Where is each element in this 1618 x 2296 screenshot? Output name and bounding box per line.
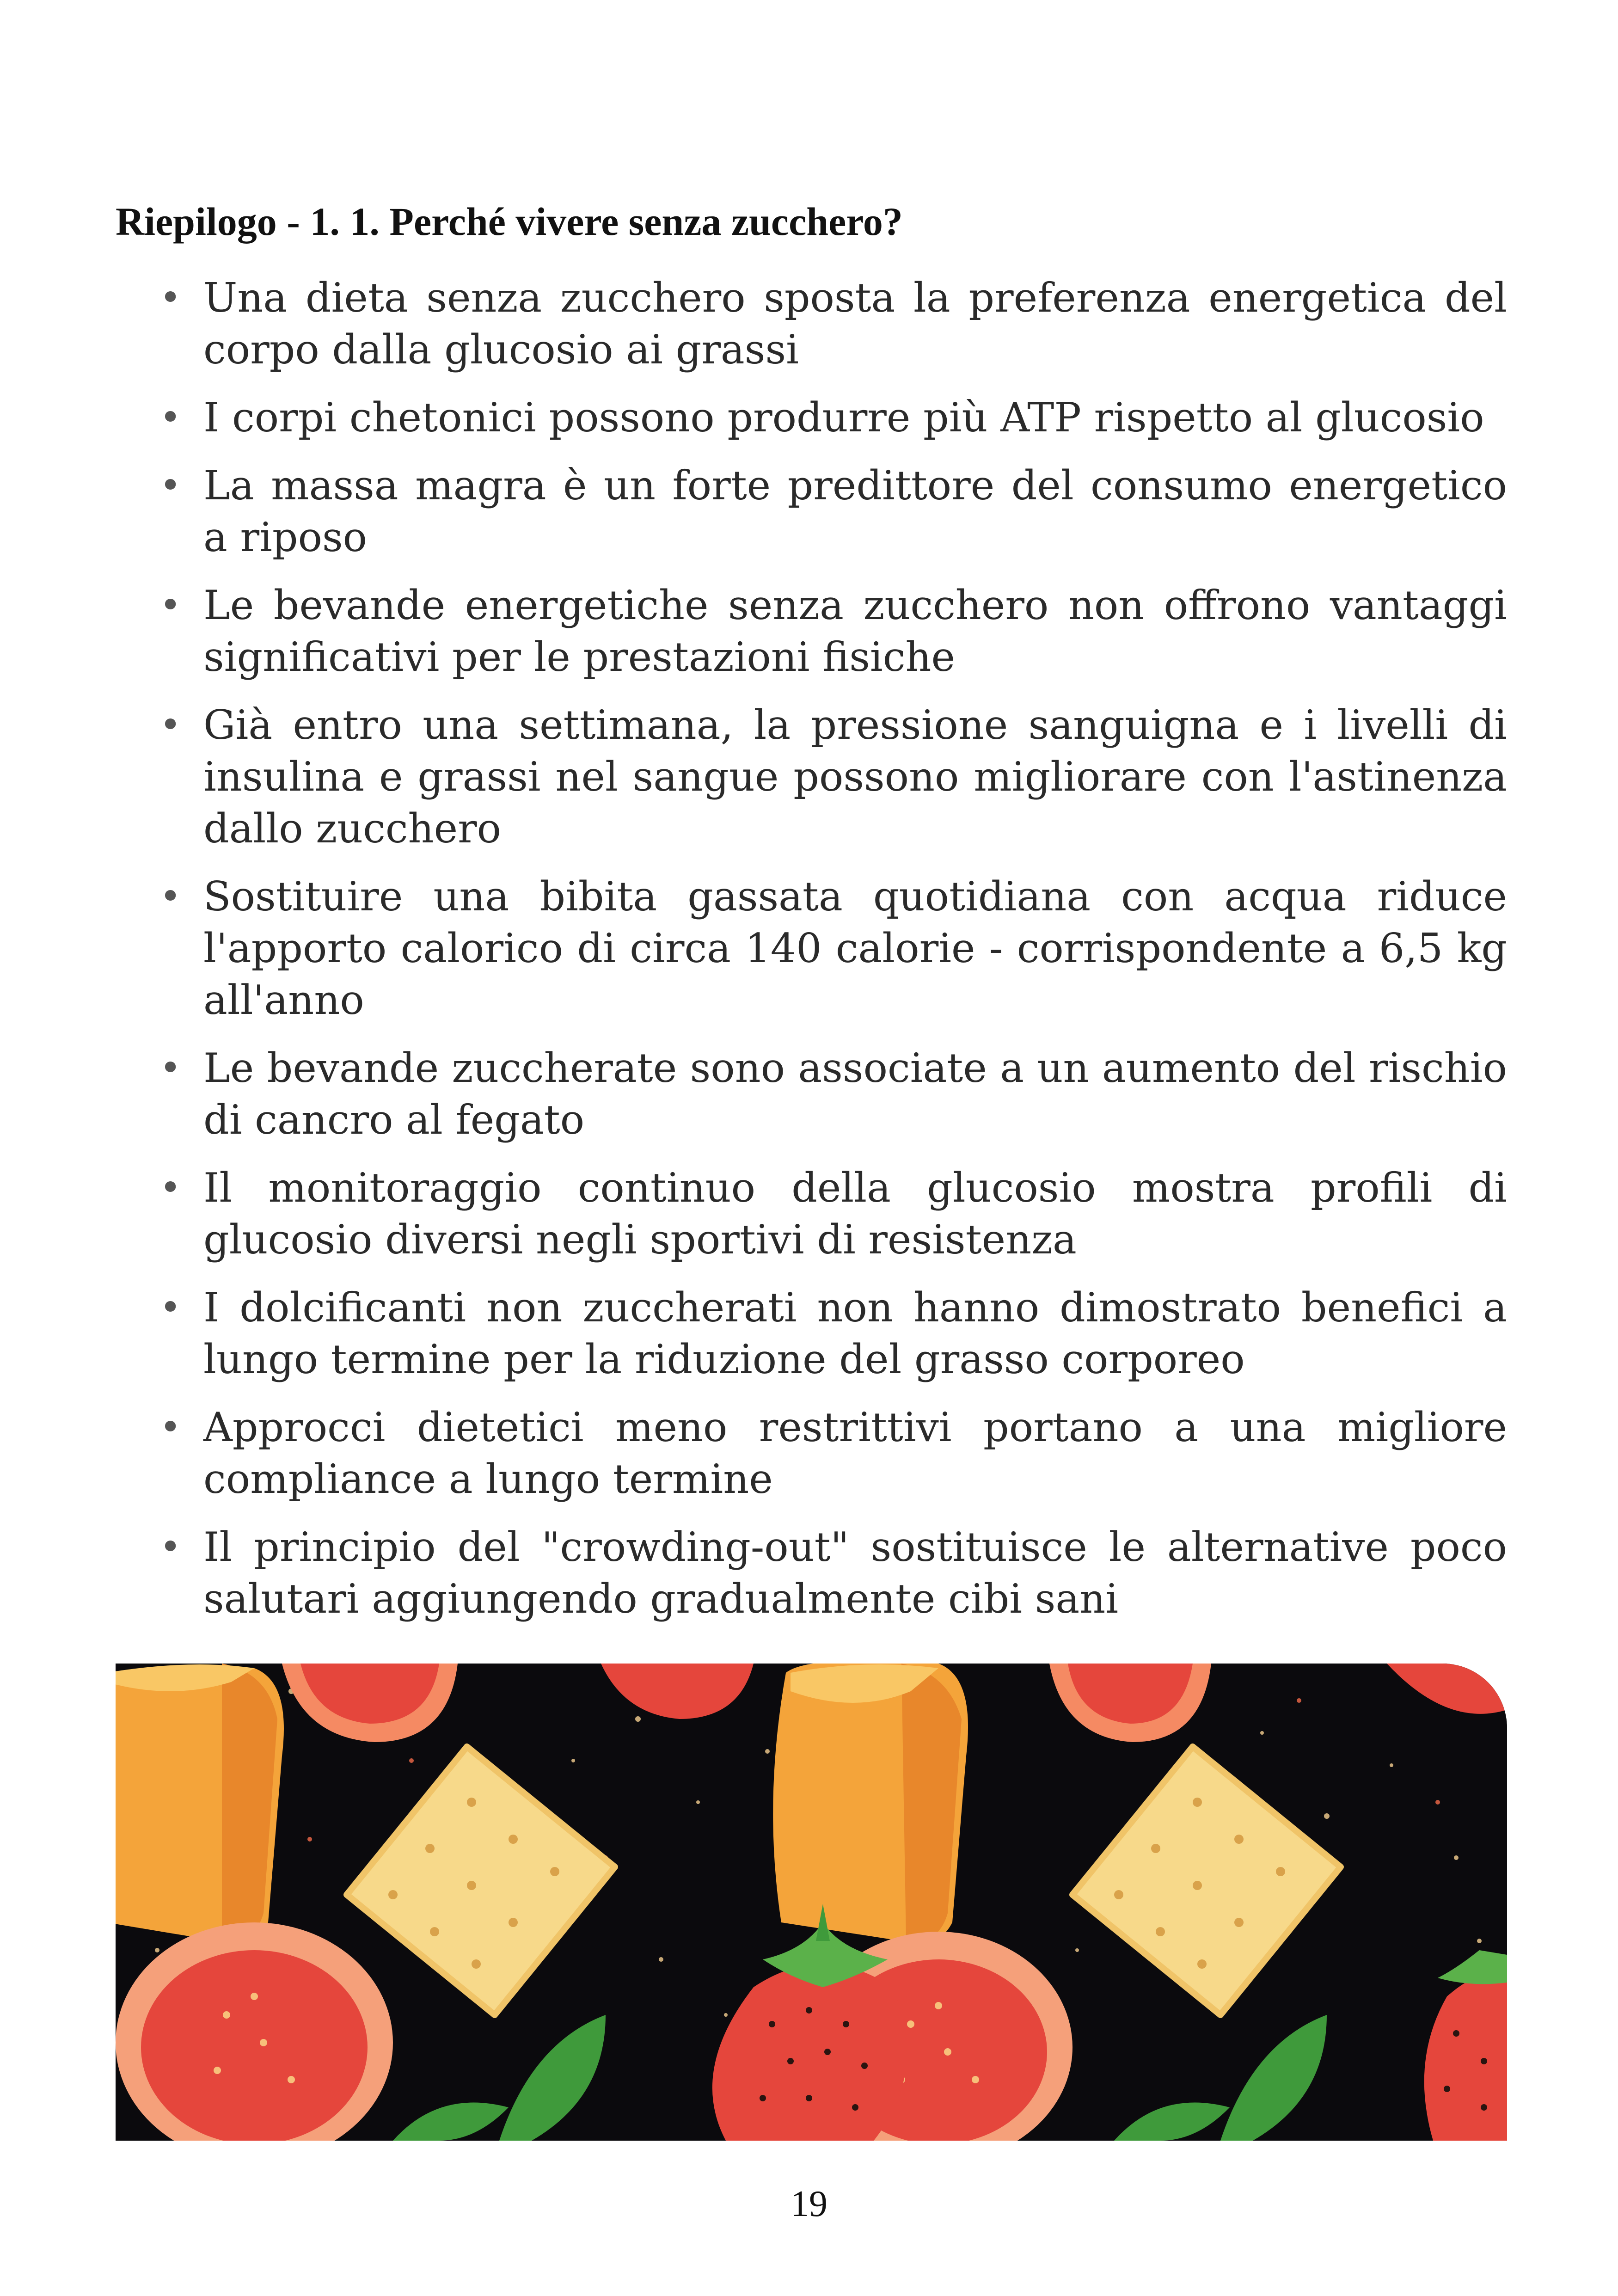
bullet-icon: • <box>159 1525 182 1568</box>
list-item-text: I dolcificanti non zuccherati non hanno dimostrato benefici a lungo termine per la riduzione del grasso corporeo <box>203 1284 1507 1383</box>
bullet-icon: • <box>159 1286 182 1329</box>
list-item-text: Il principio del "crowding-out" sostituisce le alternative poco salutari aggiungendo gradualmente cibi sani <box>203 1523 1507 1622</box>
bullet-icon: • <box>159 1046 182 1089</box>
bullet-icon: • <box>159 1166 182 1209</box>
list-item <box>116 871 1507 1026</box>
list-item <box>116 579 1507 683</box>
bullet-icon: • <box>159 583 182 626</box>
list-item-text: Le bevande energetiche senza zucchero non offrono vantaggi significativi per le prestazioni fisiche <box>203 582 1507 681</box>
list-item <box>116 272 1507 375</box>
list-item-text: Sostituire una bibita gassata quotidiana con acqua riduce l'apporto calorico di circa 140 calorie - corrispondente a 6,5 kg all'anno <box>203 873 1507 1024</box>
food-illustration <box>116 1664 1507 2141</box>
bullet-icon: • <box>159 703 182 746</box>
list-item <box>116 1401 1507 1505</box>
cheese-icon <box>773 1664 968 1943</box>
bullet-icon: • <box>159 875 182 918</box>
list-item <box>116 1282 1507 1385</box>
page-number: 19 <box>791 2184 827 2224</box>
cheese-icon <box>116 1664 284 1943</box>
list-item-text: Approcci dietetici meno restrittivi portano a una migliore compliance a lungo termine <box>203 1404 1507 1503</box>
list-item <box>116 699 1507 854</box>
list-item <box>116 1042 1507 1146</box>
list-item <box>116 1162 1507 1265</box>
summary-list <box>116 272 1507 1641</box>
list-item-text: Già entro una settimana, la pressione sanguigna e i livelli di insulina e grassi nel sangue possono migliorare con l'astinenza dallo zucchero <box>203 701 1507 852</box>
list-item <box>116 392 1507 443</box>
list-item <box>116 1521 1507 1625</box>
list-item-text: La massa magra è un forte predittore del consumo energetico a riposo <box>203 462 1507 561</box>
bullet-icon: • <box>159 396 182 439</box>
bullet-icon: • <box>159 1406 182 1449</box>
list-item-text: Le bevande zuccherate sono associate a un aumento del rischio di cancro al fegato <box>203 1044 1507 1143</box>
list-item-text: Il monitoraggio continuo della glucosio mostra profili di glucosio diversi negli sportivi di resistenza <box>203 1164 1507 1263</box>
bullet-icon: • <box>159 464 182 507</box>
list-item-text: I corpi chetonici possono produrre più ATP rispetto al glucosio <box>203 394 1484 441</box>
section-heading: Riepilogo - 1. 1. Perché vivere senza zucchero? <box>116 199 903 244</box>
list-item <box>116 460 1507 563</box>
bullet-icon: • <box>159 276 182 319</box>
list-item-text: Una dieta senza zucchero sposta la preferenza energetica del corpo dalla glucosio ai grassi <box>203 274 1507 373</box>
